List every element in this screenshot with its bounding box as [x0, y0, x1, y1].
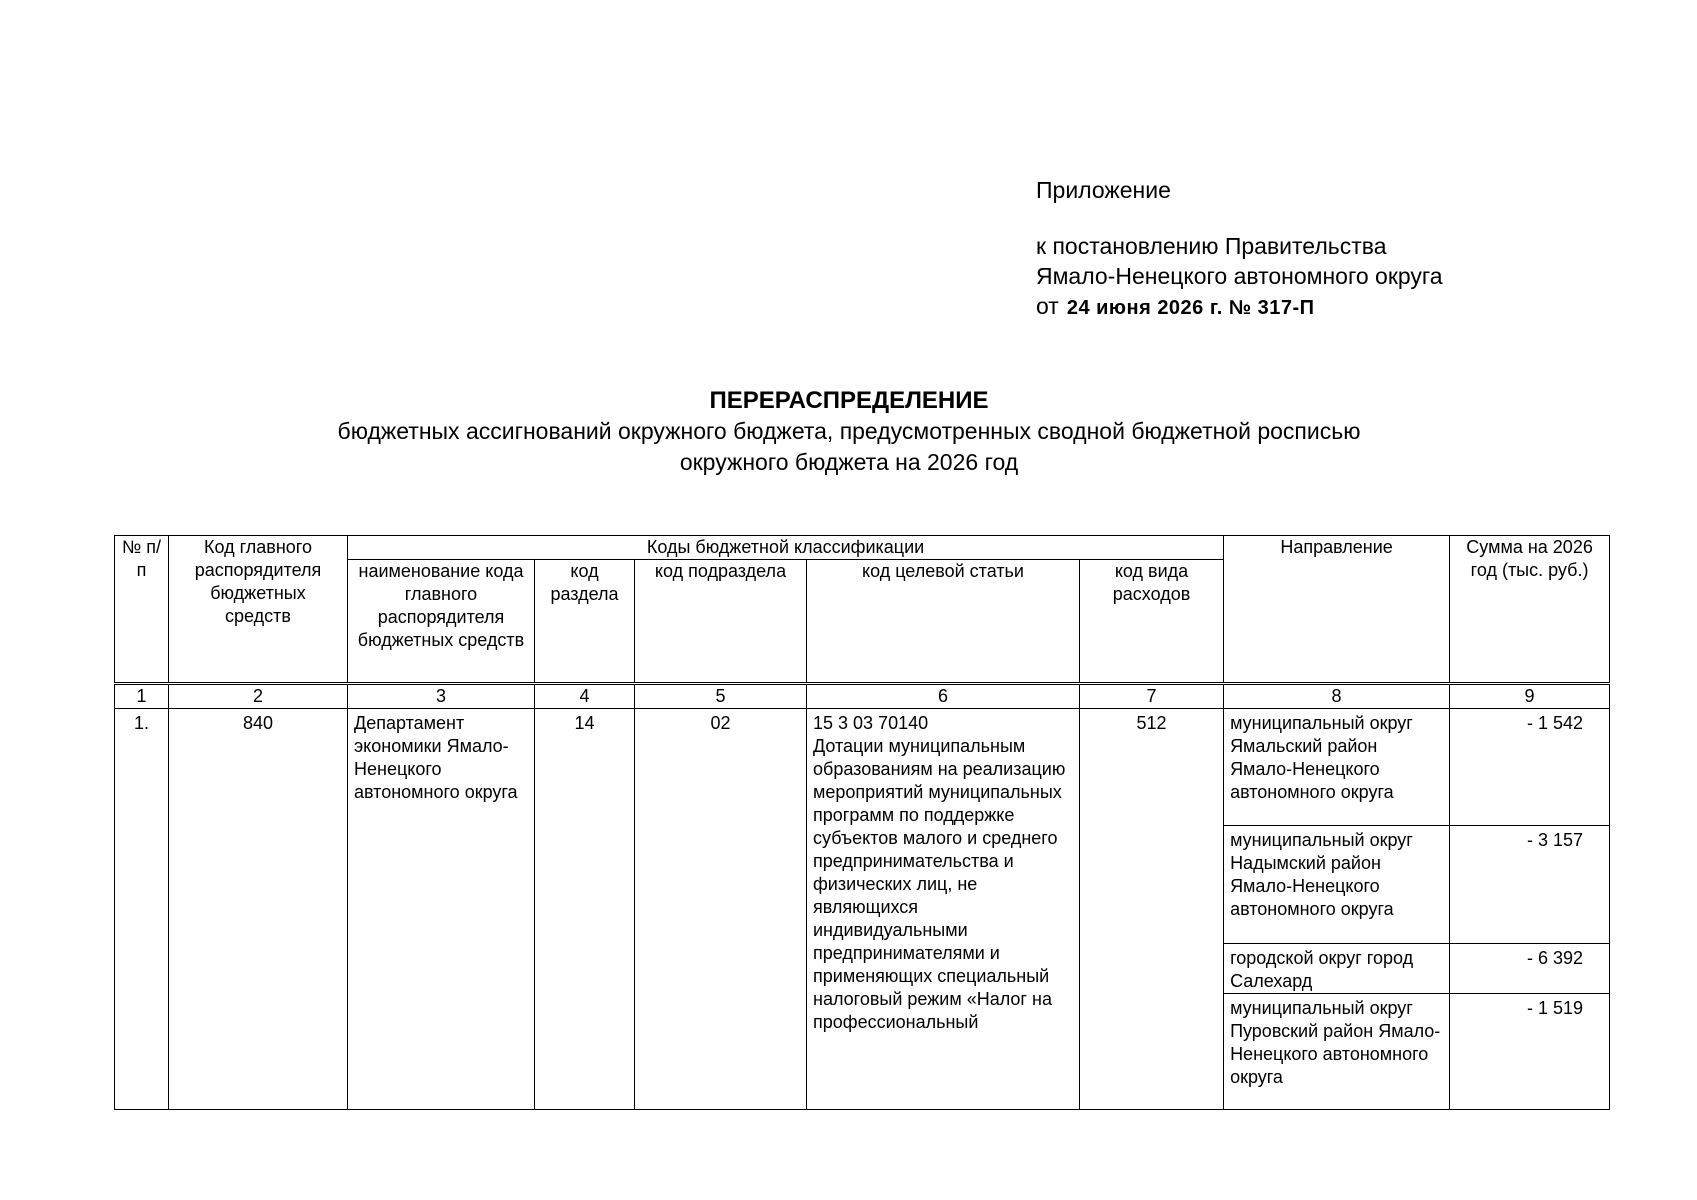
appendix-line-2: Ямало-Ненецкого автономного округа — [1036, 263, 1443, 289]
col-number: 8 — [1224, 684, 1450, 709]
direction-sum: - 3 157 — [1450, 826, 1610, 943]
decree-number: 24 июня 2026 г. № 317-П — [1066, 297, 1315, 319]
header-num: № п/п — [115, 536, 169, 684]
direction-name: городской округ город Салехард — [1224, 943, 1450, 993]
header-subsection: код подраздела — [635, 560, 807, 684]
col-number: 9 — [1450, 684, 1610, 709]
col-number: 7 — [1080, 684, 1224, 709]
row-target-text: Дотации муниципальным образованиям на реализацию мероприятий муниципальных программ по поддержке субъектов малого и среднего предпринимательства и физических лиц, не являющихся индивидуальными предпринимателями и применяющих специальный налоговый режим «Налог на профессиональный — [813, 736, 1066, 1033]
direction-name: муниципальный округ Пуровский район Ямало-Ненецкого автономного округа — [1224, 993, 1450, 1109]
header-expense-type: код вида расходов — [1080, 560, 1224, 684]
direction-sum: - 1 542 — [1450, 709, 1610, 826]
header-direction: Направление — [1224, 536, 1450, 684]
row-expense-type: 512 — [1080, 709, 1224, 1110]
col-number: 5 — [635, 684, 807, 709]
header-sum: Сумма на 2026 год (тыс. руб.) — [1450, 536, 1610, 684]
header-section: код раздела — [535, 560, 635, 684]
decree-from-prefix: от — [1036, 293, 1059, 319]
header-row-1 — [115, 536, 1610, 560]
col-number: 2 — [169, 684, 348, 709]
row-target — [807, 709, 1080, 1110]
direction-sum: - 1 519 — [1450, 993, 1610, 1109]
row-num: 1. — [115, 709, 169, 1110]
appendix-block — [1036, 175, 1443, 323]
col-number: 1 — [115, 684, 169, 709]
row-gr-name: Департамент экономики Ямало-Ненецкого автономного округа — [348, 709, 535, 1110]
document-title — [160, 385, 1538, 478]
title-sub-1: бюджетных ассигнований окружного бюджета, предусмотренных сводной бюджетной росписью — [337, 418, 1361, 444]
header-gr-code: Код главного распорядителя бюджетных средств — [169, 536, 348, 684]
header-gr-name: наименование кода главного распорядителя бюджетных средств — [348, 560, 535, 684]
table-row — [115, 709, 1610, 826]
col-number: 3 — [348, 684, 535, 709]
header-classification: Коды бюджетной классификации — [348, 536, 1224, 560]
title-sub-2: окружного бюджета на 2026 год — [679, 449, 1019, 475]
direction-sum: - 6 392 — [1450, 943, 1610, 993]
title-main: ПЕРЕРАСПРЕДЕЛЕНИЕ — [709, 387, 989, 414]
header-target: код целевой статьи — [807, 560, 1080, 684]
row-section: 14 — [535, 709, 635, 1110]
col-number: 4 — [535, 684, 635, 709]
row-subsection: 02 — [635, 709, 807, 1110]
appendix-decree-line — [1036, 291, 1443, 323]
direction-name: муниципальный округ Ямальский район Ямало-Ненецкого автономного округа — [1224, 709, 1450, 826]
direction-name: муниципальный округ Надымский район Ямало-Ненецкого автономного округа — [1224, 826, 1450, 943]
budget-table — [114, 535, 1610, 1110]
column-numbers-row — [115, 684, 1610, 709]
col-number: 6 — [807, 684, 1080, 709]
row-target-code: 15 3 03 70140 — [813, 713, 929, 734]
row-gr-code: 840 — [169, 709, 348, 1110]
appendix-label: Приложение — [1036, 177, 1171, 203]
appendix-line-1: к постановлению Правительства — [1036, 233, 1387, 259]
